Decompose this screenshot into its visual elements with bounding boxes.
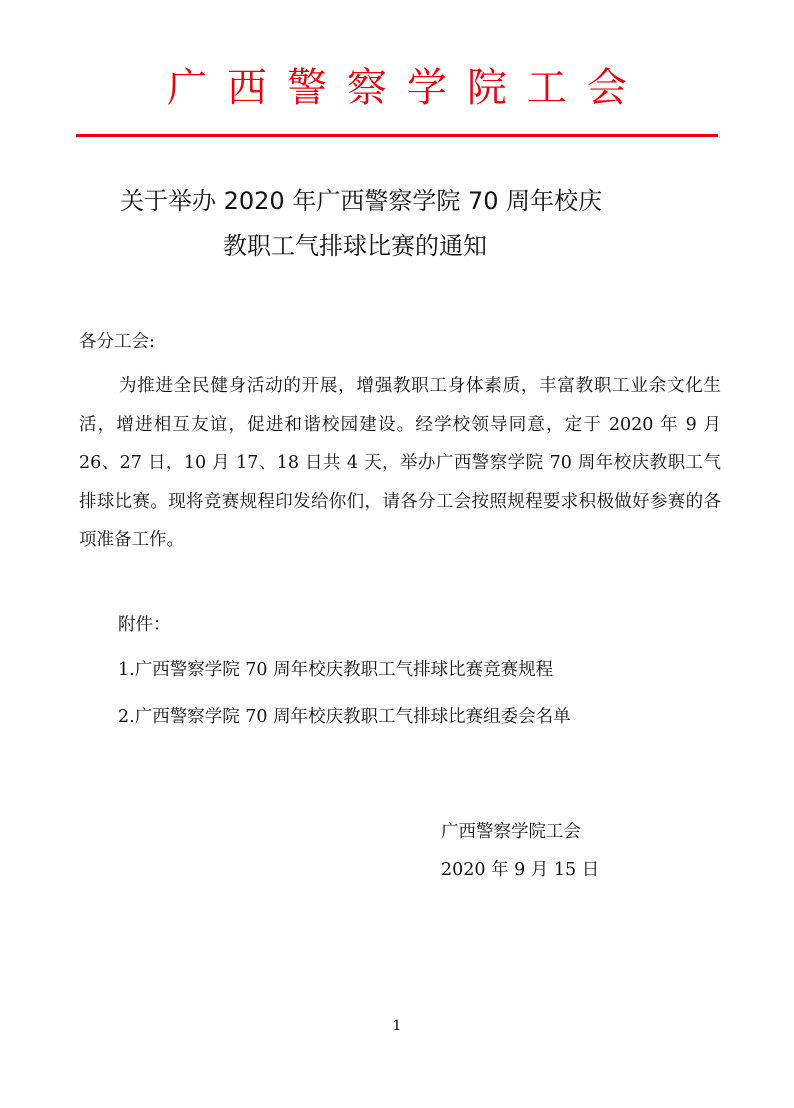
body-paragraph: 为推进全民健身活动的开展，增强教职工身体素质，丰富教职工业余文化生活，增进相互友谊，促进和谐校园建设。经学校领导同意，定于 2020 年 9 月 26、27 日，10 月 17、18 日共 4 天，举办广西警察学院 70 周年校庆教职工气排球比赛。现将竞赛规程印发给你们，请各分工会按照规程要求积极做好参赛的各项准备工作。 xyxy=(79,376,721,550)
signature-date: 2020 年 9 月 15 日 xyxy=(441,860,600,880)
org-header: 广西警察学院工会 xyxy=(167,65,647,111)
page-number: 1 xyxy=(392,1018,402,1034)
attachment-item: 1.广西警察学院 70 周年校庆教职工气排球比赛竞赛规程 xyxy=(118,660,554,680)
attachment-item: 2.广西警察学院 70 周年校庆教职工气排球比赛组委会名单 xyxy=(118,707,571,727)
attachments-label: 附件： xyxy=(118,615,171,635)
document-title-line-2: 教职工气排球比赛的通知 xyxy=(223,232,487,260)
document-title-line-1: 关于举办 2020 年广西警察学院 70 周年校庆 xyxy=(120,187,603,215)
header-red-rule xyxy=(76,134,718,137)
signature-org: 广西警察学院工会 xyxy=(441,822,581,842)
salutation: 各分工会: xyxy=(79,332,155,352)
